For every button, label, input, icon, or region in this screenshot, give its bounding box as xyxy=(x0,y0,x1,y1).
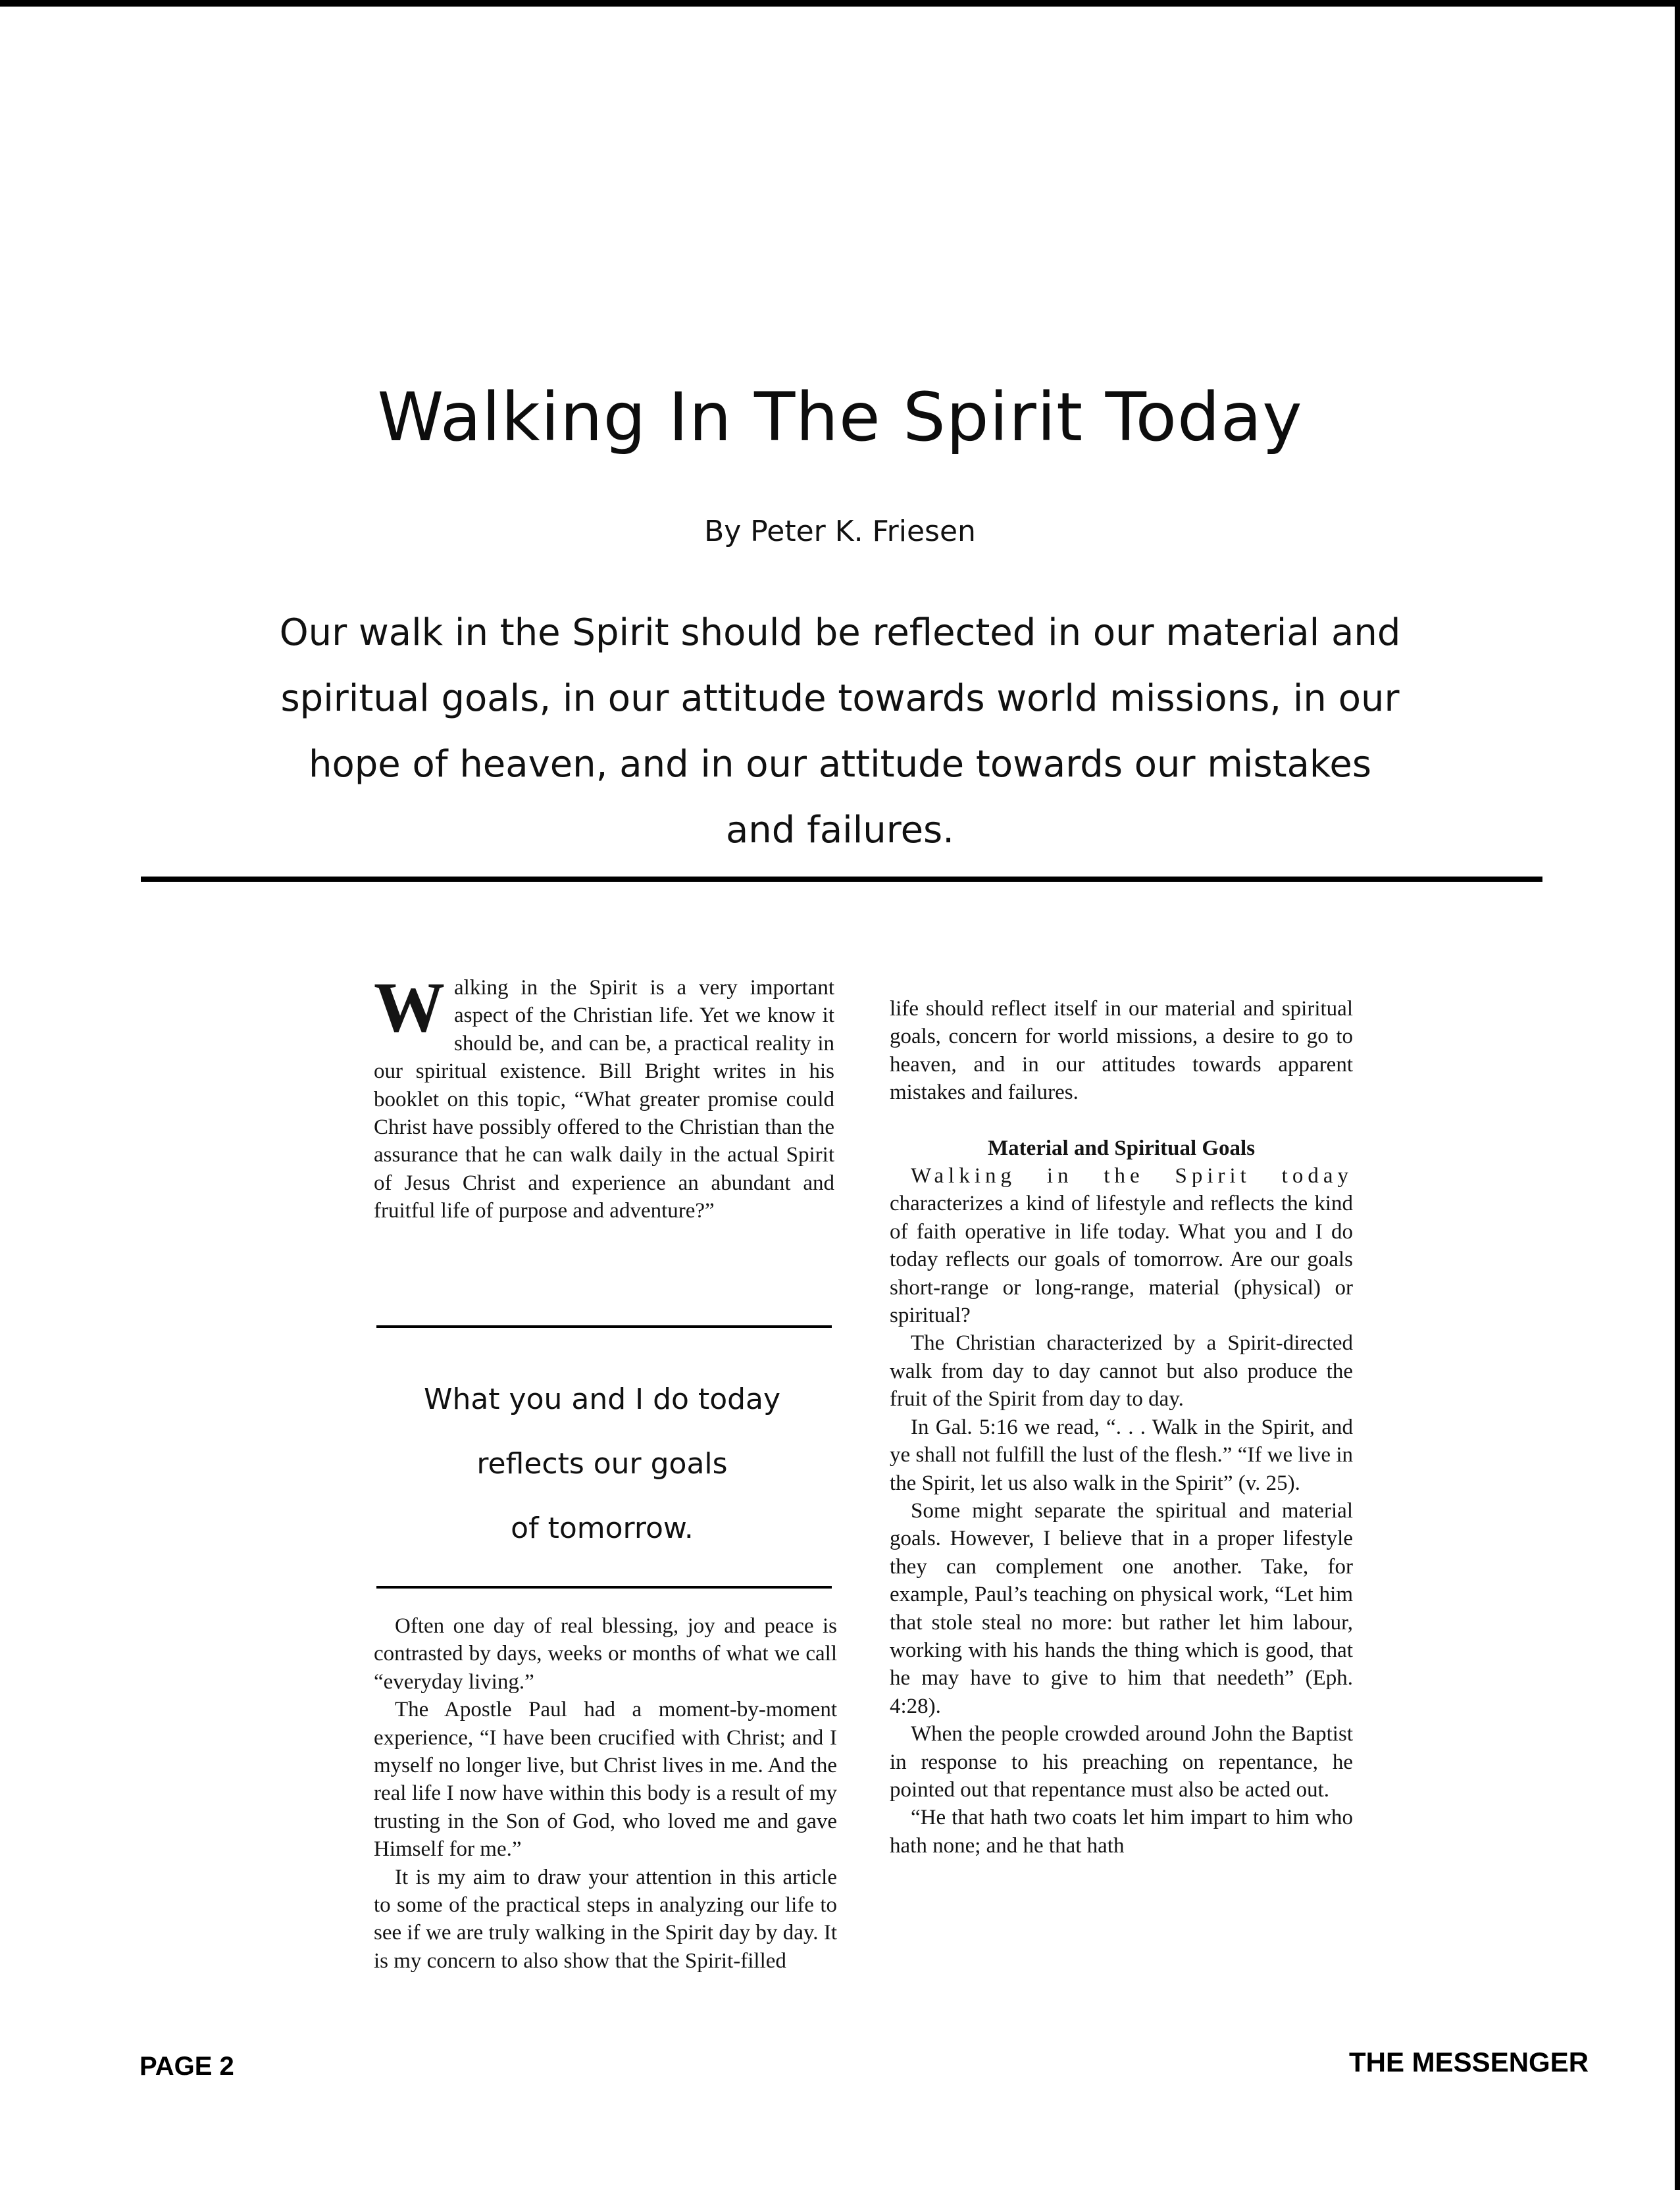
paragraph-text: characterizes a kind of lifestyle and reflects the kind of faith operative in life today. What you and I do today reflects our goals of tomorrow. Are our goals short-range or long-range, material (physical) or spiritual? xyxy=(890,1192,1353,1328)
article-title: Walking In The Spirit Today xyxy=(377,378,1303,457)
body-paragraph: The Christian characterized by a Spirit-directed walk from day to day cannot but also produce the fruit of the Spirit from day to day. xyxy=(890,1331,1353,1412)
intro-paragraph xyxy=(374,948,834,1225)
column-right xyxy=(890,995,1353,1860)
pullquote-line: of tomorrow. xyxy=(511,1512,694,1545)
page-edge-top xyxy=(0,0,1680,7)
byline: By Peter K. Friesen xyxy=(704,515,976,548)
column-left-bottom xyxy=(374,1612,837,1975)
body-paragraph xyxy=(890,1162,1353,1329)
pullquote-line: What you and I do today xyxy=(423,1383,781,1416)
spaced-lead: Walking in the Spirit today xyxy=(911,1164,1353,1188)
body-paragraph: “He that hath two coats let him impart to him who hath none; and he that hath xyxy=(890,1806,1353,1858)
drop-cap: W xyxy=(374,969,445,1047)
pullquote-line: reflects our goals xyxy=(476,1447,728,1481)
pullquote xyxy=(369,1367,836,1561)
body-paragraph: In Gal. 5:16 we read, “. . . Walk in the Spirit, and ye shall not fulfill the lust of the flesh.” “If we live in the Spirit, let us also walk in the Spirit” (v. 25). xyxy=(890,1415,1353,1495)
pullquote-rule-top xyxy=(376,1325,832,1328)
pullquote-rule-bottom xyxy=(376,1586,832,1589)
intro-text: alking in the Spirit is a very important aspect of the Christian life. Yet we know it should be, and can be, a practical reality in our spiritual existence. Bill Bright writes in his booklet on this topic, “What greater promise could Christ have possibly offered to the Christian than the assurance that he can walk daily in the actual Spirit of Jesus Christ and experience an abundant and fruitful life of purpose and adventure?” xyxy=(374,976,834,1223)
body-paragraph: When the people crowded around John the Baptist in response to his preaching on repentance, he pointed out that repentance must also be acted out. xyxy=(890,1722,1353,1802)
body-paragraph: Often one day of real blessing, joy and peace is contrasted by days, weeks or months of what we call “everyday living.” xyxy=(374,1614,837,1694)
column-left-top xyxy=(374,948,834,1225)
body-paragraph: The Apostle Paul had a moment-by-moment experience, “I have been crucified with Christ; and I myself no longer live, but Christ lives in me. And the real life I now have within this body is a result of my trusting in the Son of God, who loved me and gave Himself for me.” xyxy=(374,1698,837,1862)
article-deck: Our walk in the Spirit should be reflected in our material and spiritual goals, in our attitude towards world missions, in our hope of heaven, and in our attitude towards our mistakes and failures. xyxy=(279,611,1401,852)
header-divider xyxy=(141,877,1542,882)
page-edge-right xyxy=(1675,0,1680,2190)
body-paragraph: It is my aim to draw your attention in this article to some of the practical steps in analyzing our life to see if we are truly walking in the Spirit day by day. It is my concern to also show that the Spirit-filled xyxy=(374,1865,837,1973)
body-paragraph: life should reflect itself in our material and spiritual goals, concern for world missions, a desire to go to heaven, and in our attitudes towards apparent mistakes and failures. xyxy=(890,997,1353,1105)
section-heading: Material and Spiritual Goals xyxy=(987,1136,1256,1160)
page-number: PAGE 2 xyxy=(140,2052,234,2081)
publication-name: THE MESSENGER xyxy=(1349,2047,1589,2077)
body-paragraph: Some might separate the spiritual and material goals. However, I believe that in a proper lifestyle they can complement one another. Take, for example, Paul’s teaching on physical work, “Let him that stole steal no more: but rather let him labour, working with his hands the thing which is good, that he may have to give to him that needeth” (Eph. 4:28). xyxy=(890,1498,1353,1718)
